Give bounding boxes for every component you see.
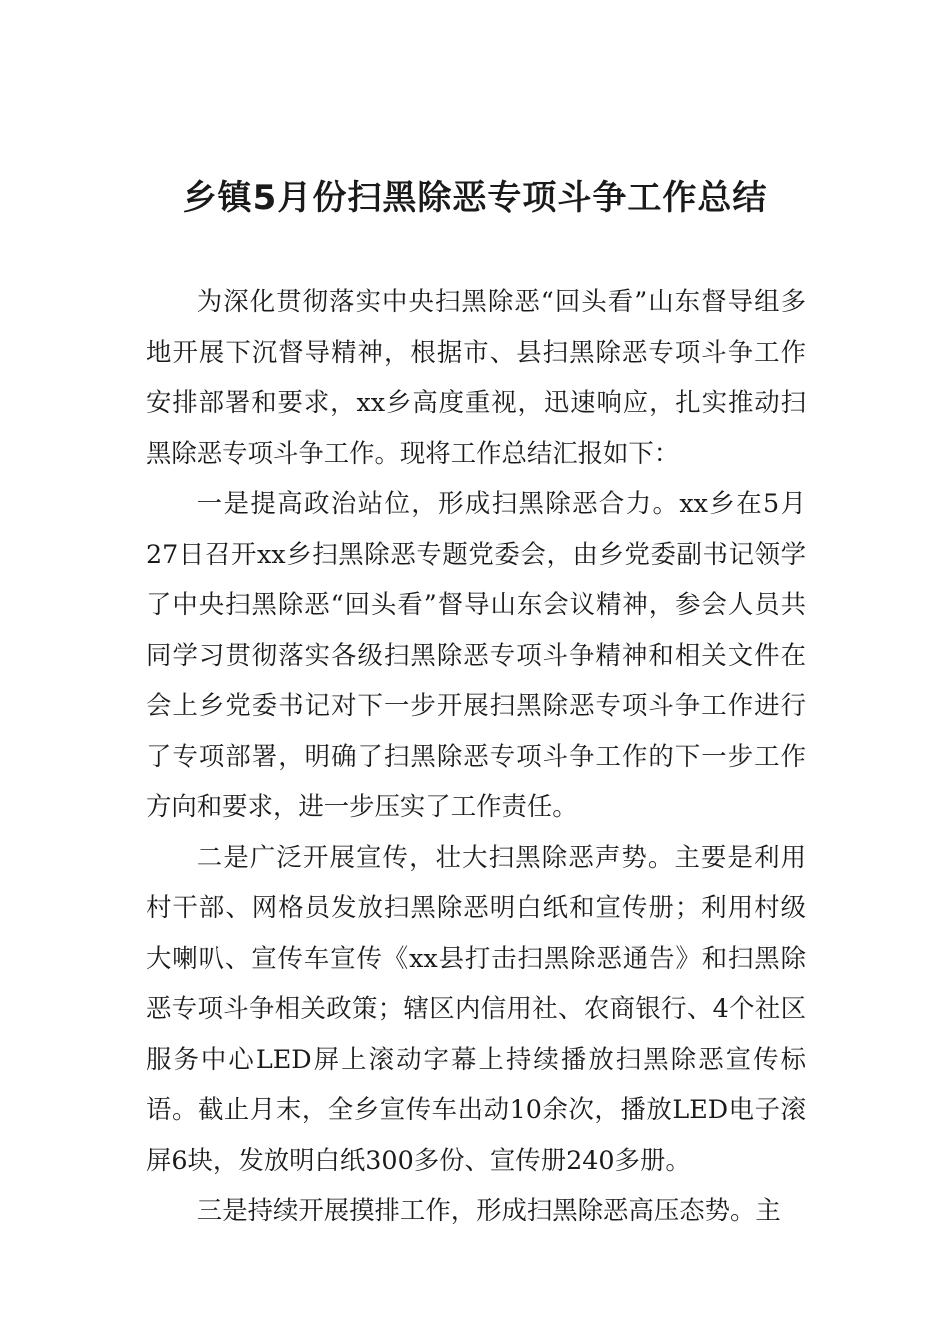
document-title: 乡镇5月份扫黑除恶专项斗争工作总结 — [182, 178, 768, 218]
paragraph-point-2: 二是广泛开展宣传，壮大扫黑除恶声势。主要是利用村干部、网格员发放扫黑除恶明白纸和宣传册；利用村级大喇叭、宣传车宣传《xx县打击扫黑除恶通告》和扫黑除恶专项斗争相关政策；辖区内信用社、农商银行、4个社区服务中心LED屏上滚动字幕上持续播放扫黑除恶宣传标语。截止月末，全乡宣传车出动10余次，播放LED电子滚屏6块，发放明白纸300多份、宣传册240多册。 — [146, 841, 806, 1175]
paragraph-point-3: 三是持续开展摸排工作，形成扫黑除恶高压态势。主 — [196, 1195, 781, 1225]
paragraph-point-1: 一是提高政治站位，形成扫黑除恶合力。xx乡在5月27日召开xx乡扫黑除恶专题党委会，由乡党委副书记领学了中央扫黑除恶“回头看”督导山东会议精神，参会人员共同学习贯彻落实各级扫黑除恶专项斗争精神和相关文件在会上乡党委书记对下一步开展扫黑除恶专项斗争工作进行了专项部署，明确了扫黑除恶专项斗争工作的下一步工作方向和要求，进一步压实了工作责任。 — [146, 488, 806, 821]
document-body — [146, 276, 806, 1236]
paragraph-intro: 为深化贯彻落实中央扫黑除恶“回头看”山东督导组多地开展下沉督导精神，根据市、县扫黑除恶专项斗争工作安排部署和要求，xx乡高度重视，迅速响应，扎实推动扫黑除恶专项斗争工作。现将工作总结汇报如下： — [146, 286, 806, 468]
